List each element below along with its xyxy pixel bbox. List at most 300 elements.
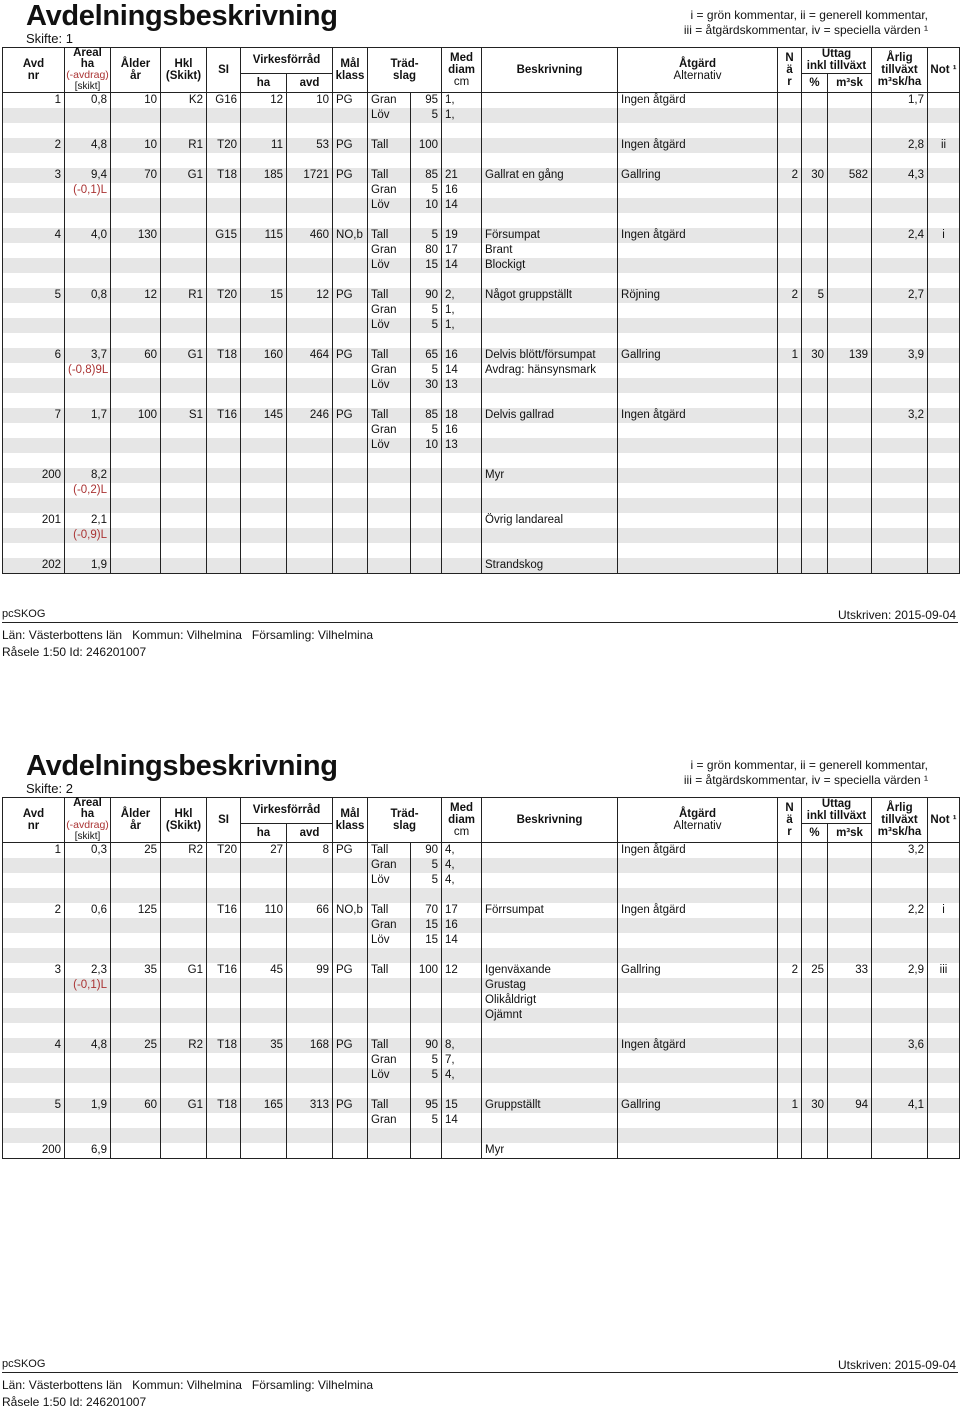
cell-diam	[442, 273, 482, 288]
table-row	[3, 288, 960, 303]
table-row	[3, 528, 960, 543]
cell-tree: Tall	[368, 138, 411, 153]
cell-hkl: R2	[161, 1038, 207, 1053]
cell-nar	[778, 1008, 802, 1023]
cell-areal	[65, 453, 111, 468]
cell-tree: Gran	[368, 918, 411, 933]
cell-atg	[618, 1008, 778, 1023]
cell-vfha	[241, 318, 287, 333]
cell-diam: 14	[442, 1113, 482, 1128]
cell-areal: 0,8	[65, 93, 111, 109]
cell-besk	[482, 1038, 618, 1053]
cell-alder	[111, 303, 161, 318]
cell-avd	[3, 1128, 65, 1143]
cell-si	[207, 1068, 241, 1083]
cell-avd	[3, 918, 65, 933]
cell-pct	[411, 543, 442, 558]
cell-si	[207, 1128, 241, 1143]
cell-avd: 4	[3, 1038, 65, 1053]
cell-atg	[618, 1053, 778, 1068]
cell-vfha	[241, 1008, 287, 1023]
cell-vfha	[241, 1023, 287, 1038]
cell-uttm	[828, 1143, 872, 1159]
cell-mal	[333, 888, 368, 903]
cell-pct: 100	[411, 963, 442, 978]
cell-uttm	[828, 1008, 872, 1023]
cell-alder	[111, 1023, 161, 1038]
cell-alder	[111, 453, 161, 468]
table-row	[3, 963, 960, 978]
cell-avd	[3, 438, 65, 453]
cell-atg	[618, 213, 778, 228]
cell-si	[207, 108, 241, 123]
table-row	[3, 498, 960, 513]
cell-tree	[368, 498, 411, 513]
cell-tree: Gran	[368, 363, 411, 378]
cell-atg: Gallring	[618, 963, 778, 978]
cell-pct	[411, 1083, 442, 1098]
cell-nar	[778, 153, 802, 168]
col-diam: Med diam cm	[442, 798, 482, 843]
cell-hkl	[161, 1023, 207, 1038]
cell-uttp	[802, 93, 828, 109]
cell-arl	[872, 1008, 928, 1023]
cell-besk: Igenväxande	[482, 963, 618, 978]
cell-uttp	[802, 483, 828, 498]
cell-diam	[442, 543, 482, 558]
cell-avd	[3, 543, 65, 558]
cell-not	[928, 978, 960, 993]
cell-atg: Gallring	[618, 348, 778, 363]
cell-vfavd: 168	[287, 1038, 333, 1053]
cell-uttp	[802, 363, 828, 378]
cell-areal	[65, 1068, 111, 1083]
cell-tree	[368, 543, 411, 558]
cell-hkl	[161, 498, 207, 513]
cell-si: T18	[207, 168, 241, 183]
cell-avd: 200	[3, 1143, 65, 1159]
cell-avd	[3, 183, 65, 198]
cell-uttm	[828, 453, 872, 468]
cell-avd: 6	[3, 348, 65, 363]
cell-pct: 65	[411, 348, 442, 363]
cell-si	[207, 933, 241, 948]
cell-not	[928, 468, 960, 483]
cell-besk: Strandskog	[482, 558, 618, 574]
cell-diam: 4,	[442, 873, 482, 888]
cell-hkl	[161, 993, 207, 1008]
cell-not	[928, 258, 960, 273]
cell-uttm: 33	[828, 963, 872, 978]
cell-si: T16	[207, 408, 241, 423]
cell-hkl	[161, 438, 207, 453]
cell-atg: Ingen åtgärd	[618, 93, 778, 109]
cell-mal: NO,b	[333, 228, 368, 243]
cell-pct: 90	[411, 288, 442, 303]
cell-vfavd	[287, 528, 333, 543]
cell-tree	[368, 1083, 411, 1098]
cell-uttp: 30	[802, 168, 828, 183]
cell-diam: 1,	[442, 318, 482, 333]
cell-alder	[111, 483, 161, 498]
cell-avd	[3, 1008, 65, 1023]
cell-alder: 60	[111, 348, 161, 363]
footer-divider	[2, 622, 958, 623]
cell-nar	[778, 498, 802, 513]
col-uttag-m3sk: m³sk	[828, 823, 872, 842]
cell-atg	[618, 1113, 778, 1128]
table-row	[3, 438, 960, 453]
cell-si	[207, 888, 241, 903]
cell-vfha	[241, 303, 287, 318]
cell-tree: Tall	[368, 408, 411, 423]
cell-areal: 1,9	[65, 558, 111, 574]
table-row	[3, 513, 960, 528]
cell-atg	[618, 318, 778, 333]
cell-besk	[482, 498, 618, 513]
cell-nar	[778, 228, 802, 243]
cell-avd	[3, 273, 65, 288]
cell-areal: 4,8	[65, 138, 111, 153]
cell-alder	[111, 363, 161, 378]
cell-nar	[778, 303, 802, 318]
cell-not	[928, 918, 960, 933]
cell-pct: 95	[411, 93, 442, 109]
cell-arl: 2,2	[872, 903, 928, 918]
cell-arl	[872, 1128, 928, 1143]
cell-besk	[482, 318, 618, 333]
cell-alder	[111, 558, 161, 574]
table-body	[3, 93, 960, 574]
cell-areal	[65, 1008, 111, 1023]
cell-uttp	[802, 948, 828, 963]
table-row	[3, 1023, 960, 1038]
cell-tree: Tall	[368, 1038, 411, 1053]
cell-nar	[778, 438, 802, 453]
cell-hkl	[161, 978, 207, 993]
cell-nar	[778, 378, 802, 393]
cell-mal	[333, 948, 368, 963]
cell-avd	[3, 363, 65, 378]
cell-vfha	[241, 1143, 287, 1159]
cell-besk	[482, 198, 618, 213]
cell-besk: Blockigt	[482, 258, 618, 273]
cell-besk	[482, 483, 618, 498]
cell-nar	[778, 903, 802, 918]
cell-alder	[111, 423, 161, 438]
cell-tree: Tall	[368, 843, 411, 859]
cell-diam: 4,	[442, 1068, 482, 1083]
cell-areal	[65, 993, 111, 1008]
cell-avd	[3, 378, 65, 393]
cell-arl: 4,3	[872, 168, 928, 183]
cell-tree	[368, 558, 411, 574]
cell-mal	[333, 933, 368, 948]
cell-atg	[618, 378, 778, 393]
cell-vfavd: 8	[287, 843, 333, 859]
cell-atg	[618, 1023, 778, 1038]
cell-diam	[442, 123, 482, 138]
cell-arl	[872, 153, 928, 168]
table-row	[3, 93, 960, 109]
cell-si	[207, 273, 241, 288]
cell-avd	[3, 1023, 65, 1038]
cell-atg	[618, 543, 778, 558]
cell-not	[928, 843, 960, 859]
cell-besk	[482, 183, 618, 198]
cell-vfha	[241, 918, 287, 933]
cell-not	[928, 483, 960, 498]
cell-uttm	[828, 1083, 872, 1098]
cell-alder	[111, 543, 161, 558]
cell-arl	[872, 1068, 928, 1083]
cell-pct	[411, 978, 442, 993]
col-uttag-pct: %	[802, 73, 828, 92]
cell-uttm	[828, 183, 872, 198]
cell-si: T18	[207, 348, 241, 363]
cell-diam: 21	[442, 168, 482, 183]
cell-nar	[778, 318, 802, 333]
col-si: SI	[207, 48, 241, 93]
cell-atg	[618, 933, 778, 948]
cell-pct	[411, 528, 442, 543]
skifte-label: Skifte: 2	[26, 781, 73, 796]
cell-pct: 70	[411, 903, 442, 918]
cell-areal	[65, 918, 111, 933]
cell-not	[928, 213, 960, 228]
table-row	[3, 918, 960, 933]
col-arlig: Årlig tillväxt m³sk/ha	[872, 798, 928, 843]
cell-hkl	[161, 213, 207, 228]
table-row	[3, 228, 960, 243]
cell-mal	[333, 438, 368, 453]
table-row	[3, 363, 960, 378]
cell-uttm	[828, 333, 872, 348]
cell-uttm	[828, 513, 872, 528]
cell-uttp	[802, 558, 828, 574]
cell-besk	[482, 1053, 618, 1068]
cell-pct: 95	[411, 1098, 442, 1113]
table-row	[3, 1128, 960, 1143]
cell-mal	[333, 1023, 368, 1038]
cell-arl	[872, 108, 928, 123]
col-virkesforrad: Virkesförråd	[241, 48, 333, 74]
cell-si	[207, 363, 241, 378]
cell-mal	[333, 363, 368, 378]
cell-besk: Myr	[482, 1143, 618, 1159]
cell-arl	[872, 1113, 928, 1128]
table-row	[3, 468, 960, 483]
cell-vfavd: 460	[287, 228, 333, 243]
cell-tree: Löv	[368, 378, 411, 393]
cell-vfavd	[287, 438, 333, 453]
cell-besk	[482, 873, 618, 888]
cell-areal: (-0,1)L	[65, 978, 111, 993]
cell-arl	[872, 198, 928, 213]
cell-atg: Ingen åtgärd	[618, 843, 778, 859]
cell-areal	[65, 858, 111, 873]
cell-mal	[333, 243, 368, 258]
cell-besk: Gruppställt	[482, 1098, 618, 1113]
cell-not	[928, 393, 960, 408]
cell-atg	[618, 1143, 778, 1159]
cell-besk	[482, 918, 618, 933]
table-row	[3, 453, 960, 468]
cell-atg	[618, 1083, 778, 1098]
cell-tree: Gran	[368, 243, 411, 258]
table-row	[3, 108, 960, 123]
cell-diam	[442, 1023, 482, 1038]
cell-uttm	[828, 213, 872, 228]
cell-vfha	[241, 423, 287, 438]
cell-hkl	[161, 513, 207, 528]
cell-vfha: 35	[241, 1038, 287, 1053]
cell-besk	[482, 543, 618, 558]
cell-besk	[482, 1068, 618, 1083]
cell-diam: 12	[442, 963, 482, 978]
cell-hkl	[161, 228, 207, 243]
cell-uttp	[802, 1143, 828, 1159]
cell-vfha	[241, 363, 287, 378]
table-row	[3, 543, 960, 558]
cell-vfavd: 99	[287, 963, 333, 978]
cell-vfavd	[287, 978, 333, 993]
cell-atg: Röjning	[618, 288, 778, 303]
cell-tree	[368, 888, 411, 903]
col-nar: N ä r	[778, 798, 802, 843]
cell-vfha: 27	[241, 843, 287, 859]
cell-uttm	[828, 228, 872, 243]
cell-si	[207, 948, 241, 963]
cell-mal	[333, 918, 368, 933]
table-row	[3, 378, 960, 393]
cell-arl: 2,9	[872, 963, 928, 978]
cell-areal: 0,8	[65, 288, 111, 303]
cell-vfavd	[287, 243, 333, 258]
cell-not	[928, 408, 960, 423]
cell-arl	[872, 513, 928, 528]
cell-avd: 4	[3, 228, 65, 243]
cell-nar	[778, 363, 802, 378]
cell-atg	[618, 873, 778, 888]
cell-atg	[618, 1128, 778, 1143]
cell-avd: 1	[3, 843, 65, 859]
cell-alder	[111, 918, 161, 933]
legend-line-1: i = grön kommentar, ii = generell kommentar,	[690, 758, 928, 772]
cell-arl	[872, 558, 928, 574]
cell-besk	[482, 108, 618, 123]
cell-tree: Tall	[368, 903, 411, 918]
cell-arl	[872, 873, 928, 888]
cell-avd	[3, 213, 65, 228]
table-row	[3, 303, 960, 318]
cell-besk: Gallrat en gång	[482, 168, 618, 183]
cell-uttm	[828, 93, 872, 109]
cell-uttp	[802, 1068, 828, 1083]
cell-vfha: 12	[241, 93, 287, 109]
cell-not	[928, 1038, 960, 1053]
cell-nar	[778, 858, 802, 873]
cell-atg	[618, 123, 778, 138]
cell-arl: 3,6	[872, 1038, 928, 1053]
cell-hkl	[161, 483, 207, 498]
col-avd: Avd nr	[3, 798, 65, 843]
cell-not	[928, 288, 960, 303]
table-row	[3, 333, 960, 348]
cell-uttp	[802, 1038, 828, 1053]
cell-areal: (-0,2)L	[65, 483, 111, 498]
cell-besk: Något gruppställt	[482, 288, 618, 303]
cell-uttm	[828, 933, 872, 948]
cell-si	[207, 993, 241, 1008]
col-virkesforrad: Virkesförråd	[241, 798, 333, 824]
cell-vfha	[241, 1113, 287, 1128]
cell-areal	[65, 243, 111, 258]
cell-hkl	[161, 528, 207, 543]
cell-mal	[333, 1053, 368, 1068]
cell-hkl: G1	[161, 963, 207, 978]
cell-nar	[778, 468, 802, 483]
cell-tree: Gran	[368, 858, 411, 873]
cell-nar	[778, 543, 802, 558]
comment-legend	[638, 758, 928, 788]
cell-uttm	[828, 888, 872, 903]
cell-nar	[778, 843, 802, 859]
cell-mal	[333, 1143, 368, 1159]
cell-arl	[872, 468, 928, 483]
cell-avd	[3, 198, 65, 213]
cell-avd	[3, 393, 65, 408]
cell-mal	[333, 183, 368, 198]
cell-vfha	[241, 198, 287, 213]
cell-nar	[778, 243, 802, 258]
cell-nar	[778, 888, 802, 903]
cell-uttp	[802, 183, 828, 198]
report-page-2	[0, 750, 960, 1408]
cell-nar	[778, 123, 802, 138]
cell-tree	[368, 468, 411, 483]
table-row	[3, 483, 960, 498]
cell-atg	[618, 243, 778, 258]
cell-alder	[111, 153, 161, 168]
cell-diam: 2,	[442, 288, 482, 303]
cell-areal: (-0,8)9L	[65, 363, 111, 378]
cell-mal	[333, 213, 368, 228]
cell-hkl	[161, 558, 207, 574]
cell-arl	[872, 933, 928, 948]
cell-tree	[368, 513, 411, 528]
cell-vfavd	[287, 498, 333, 513]
cell-hkl	[161, 1128, 207, 1143]
col-atgard: Åtgärd Alternativ	[618, 798, 778, 843]
col-beskrivning: Beskrivning	[482, 798, 618, 843]
cell-nar	[778, 183, 802, 198]
cell-uttp	[802, 978, 828, 993]
cell-nar	[778, 258, 802, 273]
cell-uttp	[802, 873, 828, 888]
cell-diam: 7,	[442, 1053, 482, 1068]
cell-nar	[778, 138, 802, 153]
cell-tree: Tall	[368, 348, 411, 363]
cell-uttm	[828, 483, 872, 498]
cell-si	[207, 858, 241, 873]
cell-atg: Ingen åtgärd	[618, 1038, 778, 1053]
cell-alder	[111, 513, 161, 528]
cell-diam: 16	[442, 423, 482, 438]
cell-uttp	[802, 423, 828, 438]
cell-areal	[65, 213, 111, 228]
cell-avd	[3, 318, 65, 333]
